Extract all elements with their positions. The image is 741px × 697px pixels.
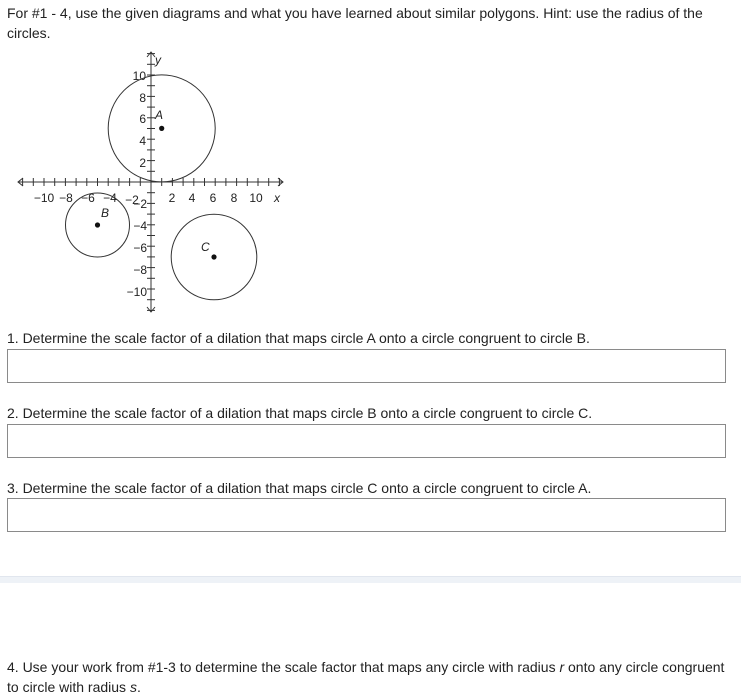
x-tick-label-2: 2 — [168, 191, 176, 205]
circle-a-center-point — [159, 126, 164, 131]
circle-b-center-point — [95, 222, 100, 227]
circle-a-label: A — [155, 108, 164, 122]
y-tick-label-10: 10 — [132, 69, 146, 83]
section-divider — [0, 576, 741, 583]
x-tick-label-neg4: −4 — [103, 191, 117, 205]
question-4-text — [7, 657, 735, 697]
x-tick-label-neg2: −2 — [125, 193, 139, 207]
y-tick-label-2: 2 — [139, 156, 146, 170]
question-2-answer-input[interactable] — [7, 424, 726, 458]
question-4-part-2: onto any circle congruent to circle with radius — [7, 659, 725, 695]
y-tick-label-neg6: −6 — [133, 241, 147, 255]
x-tick-label-neg8: −8 — [59, 191, 73, 205]
question-3-text: 3. Determine the scale factor of a dilation that maps circle C onto a circle congruent to circle A. — [7, 480, 592, 496]
y-tick-label-4: 4 — [139, 134, 146, 148]
y-tick-label-6: 6 — [139, 112, 146, 126]
coordinate-plane-diagram — [0, 46, 300, 321]
question-2-text: 2. Determine the scale factor of a dilation that maps circle B onto a circle congruent to circle C. — [7, 405, 593, 421]
x-axis-label: x — [274, 191, 280, 205]
question-1-answer-input[interactable] — [7, 349, 726, 383]
question-4-variable-s: s — [129, 679, 137, 695]
x-tick-label-6: 6 — [209, 191, 217, 205]
y-tick-label-8: 8 — [139, 91, 146, 105]
y-tick-label-neg4: −4 — [133, 219, 147, 233]
question-4-part-3: . — [136, 679, 141, 695]
y-tick-label-neg2: −2 — [133, 197, 147, 211]
question-4-part-1: 4. Use your work from #1-3 to determine the scale factor that maps any circle with radius — [7, 659, 560, 675]
x-tick-label-neg6: −6 — [81, 191, 95, 205]
y-tick-label-neg10: −10 — [126, 285, 147, 299]
circle-c-label: C — [201, 240, 210, 254]
instructions-text: For #1 - 4, use the given diagrams and what you have learned about similar polygons. Hint: use the radius of the circles. — [7, 5, 703, 41]
circle-c-center-point — [211, 254, 216, 259]
circle-b-label: B — [101, 206, 110, 220]
x-tick-label-8: 8 — [230, 191, 238, 205]
x-tick-label-neg10: −10 — [33, 191, 55, 205]
y-axis-label: y — [155, 53, 161, 67]
x-tick-label-10: 10 — [249, 191, 263, 205]
x-tick-label-4: 4 — [188, 191, 196, 205]
question-3-answer-input[interactable] — [7, 498, 726, 532]
y-tick-label-neg8: −8 — [133, 263, 147, 277]
question-4-variable-r: r — [559, 659, 565, 675]
question-1-text: 1. Determine the scale factor of a dilation that maps circle A onto a circle congruent to circle B. — [7, 330, 590, 346]
